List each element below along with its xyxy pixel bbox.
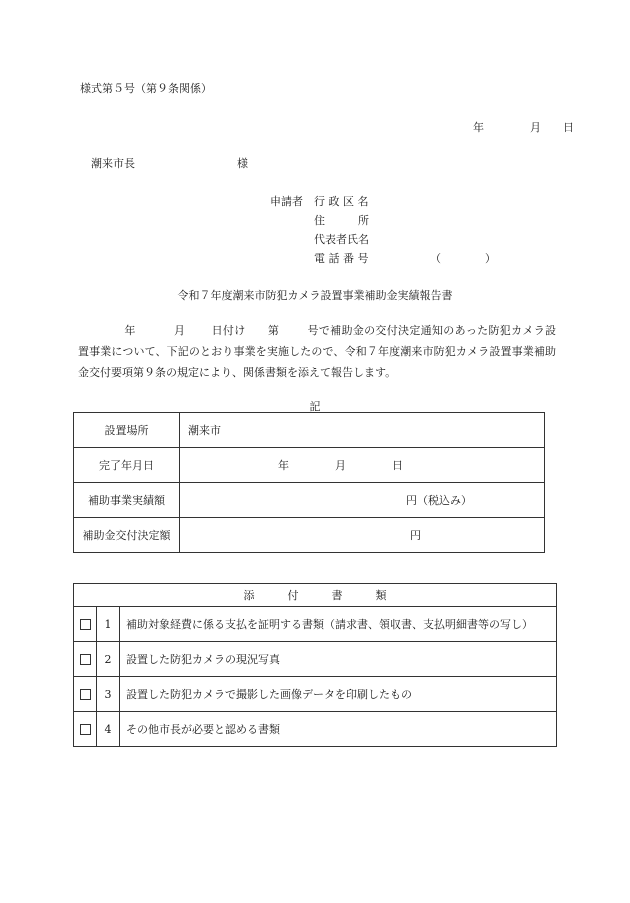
attachment-text: 設置した防犯カメラで撮影した画像データを印刷したもの <box>120 677 557 712</box>
form-number: 様式第５号（第９条関係） <box>80 82 212 95</box>
body-rest: メラ設置事業について、下記のとおり事業を実施したので、令和７年度潮来市防犯カメラ設置事業補助金交付要項第９条の規定により、関係書類を添えて報告します。 <box>78 324 557 379</box>
field-phone: 電 話 番 号 <box>314 252 369 265</box>
attachment-row <box>74 607 557 642</box>
attachment-text: 補助対象経費に係る支払を証明する書類（請求書、領収書、支払明細書等の写し） <box>120 607 557 642</box>
attachments-table <box>73 583 557 747</box>
location-value[interactable]: 潮来市 <box>180 413 545 448</box>
decision-amount-label: 補助金交付決定額 <box>74 518 180 553</box>
field-address: 住 所 <box>314 214 369 227</box>
body-no-suffix: 号で補助金の交付決定通知のあった防犯カ <box>307 324 523 337</box>
date-month: 月 <box>530 121 541 134</box>
attachment-checkbox[interactable] <box>74 677 97 712</box>
location-label: 設置場所 <box>74 413 180 448</box>
attachment-number: 2 <box>97 642 120 677</box>
body-no-prefix: 第 <box>267 324 280 337</box>
field-representative: 代表者氏名 <box>314 233 369 246</box>
attachment-checkbox[interactable] <box>74 607 97 642</box>
actual-amount-value[interactable]: 円（税込み） <box>180 483 545 518</box>
body-year: 年 <box>124 324 136 337</box>
attachment-row <box>74 677 557 712</box>
attachment-number: 3 <box>97 677 120 712</box>
decision-amount-value[interactable]: 円 <box>180 518 545 553</box>
document-title: 令和７年度潮来市防犯カメラ設置事業補助金実績報告書 <box>177 289 453 302</box>
addressee-name: 潮来市長 <box>91 157 135 170</box>
phone-parentheses: （ ） <box>430 252 496 265</box>
attachment-number: 1 <box>97 607 120 642</box>
attachments-header-row <box>74 584 557 607</box>
body-month: 月 <box>173 324 186 337</box>
attachment-text: その他市長が必要と認める書類 <box>120 712 557 747</box>
completion-day: 日 <box>392 459 403 472</box>
date-year: 年 <box>473 121 484 134</box>
addressee-honorific: 様 <box>237 157 248 170</box>
submission-date <box>473 119 574 135</box>
body-text <box>78 320 556 383</box>
row-completion <box>74 448 545 483</box>
attachment-row <box>74 712 557 747</box>
attachment-text: 設置した防犯カメラの現況写真 <box>120 642 557 677</box>
attachment-row <box>74 642 557 677</box>
ki-heading: 記 <box>309 400 321 413</box>
body-day-ref: 日付け <box>211 324 246 337</box>
completion-label: 完了年月日 <box>74 448 180 483</box>
applicant-role: 申請者 <box>270 195 303 208</box>
completion-value[interactable] <box>180 448 545 483</box>
attachment-number: 4 <box>97 712 120 747</box>
actual-amount-label: 補助事業実績額 <box>74 483 180 518</box>
date-day: 日 <box>563 121 574 134</box>
completion-month: 月 <box>335 459 346 472</box>
attachments-header: 添 付 書 類 <box>74 584 557 607</box>
row-location <box>74 413 545 448</box>
field-district: 行 政 区 名 <box>314 195 369 208</box>
row-actual-amount <box>74 483 545 518</box>
details-table <box>73 412 545 553</box>
row-decision-amount <box>74 518 545 553</box>
attachment-checkbox[interactable] <box>74 642 97 677</box>
addressee <box>91 155 248 171</box>
attachment-checkbox[interactable] <box>74 712 97 747</box>
completion-year: 年 <box>278 459 289 472</box>
